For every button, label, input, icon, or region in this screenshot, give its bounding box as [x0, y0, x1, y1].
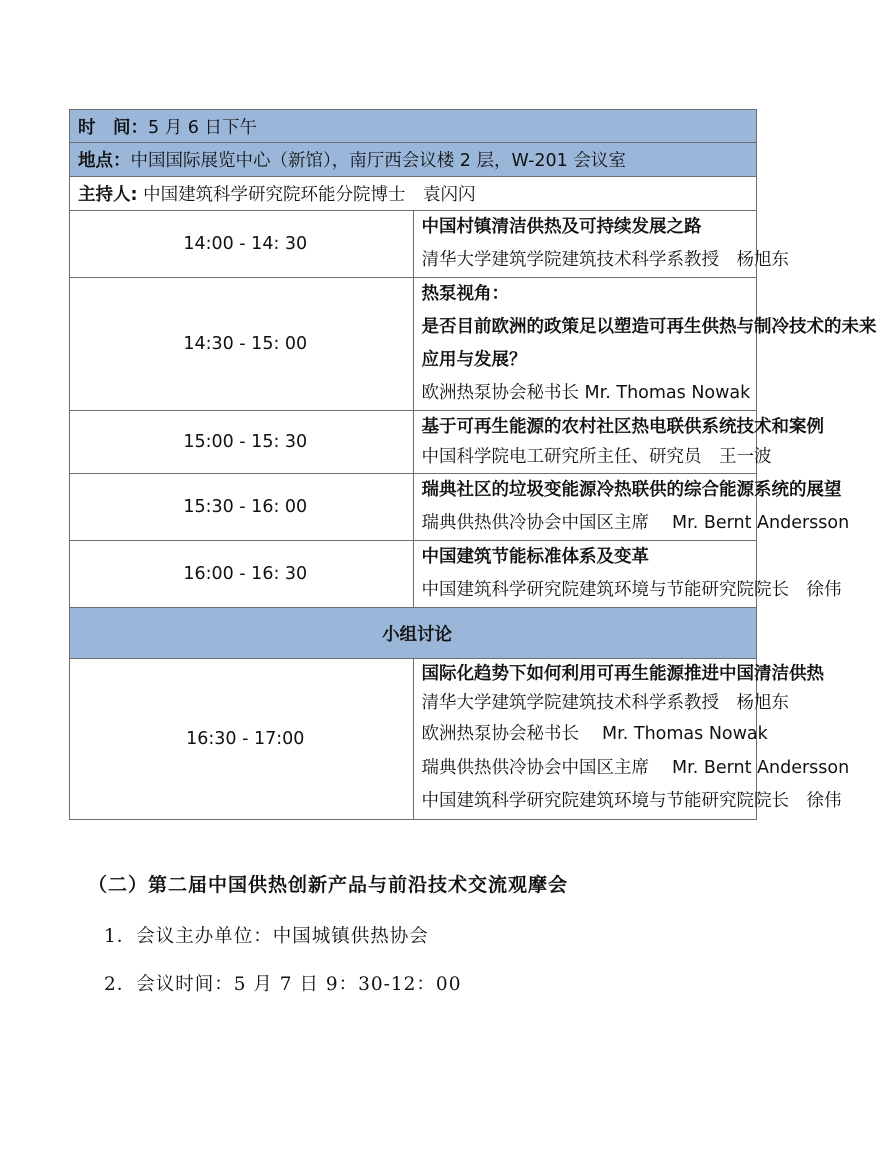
place-value: 中国国际展览中心（新馆），南厅西会议楼 2 层，W-201 会议室 — [130, 151, 626, 171]
session-time: 16:00 - 16: 30 — [70, 541, 414, 608]
session-content — [413, 411, 824, 474]
session-row — [70, 541, 757, 608]
session-title: 应用与发展？ — [421, 350, 527, 370]
section-item: 1．会议主办单位：中国城镇供热协会 — [104, 926, 429, 947]
session-title: 热泵视角： — [421, 284, 509, 304]
session-speaker: 欧洲热泵协会秘书长 Mr. Thomas Nowak — [421, 383, 751, 403]
session-content — [413, 278, 877, 411]
time-label: 时 间： — [78, 117, 148, 138]
session-row — [70, 278, 757, 411]
session-speaker: 中国建筑科学研究院建筑环境与节能研究院院长 徐伟 — [421, 580, 842, 600]
session-title: 中国村镇清洁供热及可持续发展之路 — [421, 217, 702, 237]
session-title: 基于可再生能源的农村社区热电联供系统技术和案例 — [421, 417, 824, 437]
group-speaker: 中国建筑科学研究院建筑环境与节能研究院院长 徐伟 — [421, 791, 842, 811]
schedule-table — [69, 109, 877, 820]
session-speaker: 瑞典供热供冷协会中国区主席 Mr. Bernt Andersson — [421, 513, 850, 533]
time-value: 5 月 6 日下午 — [148, 117, 257, 138]
group-row — [70, 659, 757, 820]
place-row — [70, 143, 757, 177]
host-value: 中国建筑科学研究院环能分院博士 袁闪闪 — [137, 185, 476, 205]
group-speaker: 清华大学建筑学院建筑技术科学系教授 杨旭东 — [421, 693, 789, 713]
group-speaker: 瑞典供热供冷协会中国区主席 Mr. Bernt Andersson — [421, 758, 850, 778]
section-title: （二）第二届中国供热创新产品与前沿技术交流观摩会 — [88, 874, 569, 896]
group-speaker: 欧洲热泵协会秘书长 Mr. Thomas Nowak — [421, 724, 768, 744]
session-title: 是否目前欧洲的政策足以塑造可再生供热与制冷技术的未来 — [421, 317, 877, 337]
session-speaker: 中国科学院电工研究所主任、研究员 王一波 — [421, 447, 772, 467]
time-row — [70, 110, 757, 143]
session-title: 瑞典社区的垃圾变能源冷热联供的综合能源系统的展望 — [421, 480, 842, 500]
session-time: 15:00 - 15: 30 — [70, 411, 414, 474]
session-content — [413, 541, 842, 608]
session-content — [413, 211, 789, 278]
session-speaker: 清华大学建筑学院建筑技术科学系教授 杨旭东 — [421, 250, 789, 270]
session-time: 14:30 - 15: 00 — [70, 278, 414, 411]
session-title: 中国建筑节能标准体系及变革 — [421, 547, 649, 567]
host-label: 主持人: — [78, 185, 138, 205]
session-row — [70, 474, 757, 541]
session-content — [413, 474, 850, 541]
group-topic: 国际化趋势下如何利用可再生能源推进中国清洁供热 — [421, 664, 824, 684]
session-time: 15:30 - 16: 00 — [70, 474, 414, 541]
session-row — [70, 211, 757, 278]
group-discussion-title: 小组讨论 — [70, 608, 757, 659]
group-time: 16:30 - 17:00 — [70, 659, 414, 820]
session-time: 14:00 - 14: 30 — [70, 211, 414, 278]
place-label: 地点： — [78, 151, 131, 171]
section-item: 2．会议时间：5 月 7 日 9：30-12：00 — [104, 974, 462, 995]
session-row — [70, 411, 757, 474]
group-content — [413, 659, 850, 820]
host-row — [70, 177, 757, 211]
